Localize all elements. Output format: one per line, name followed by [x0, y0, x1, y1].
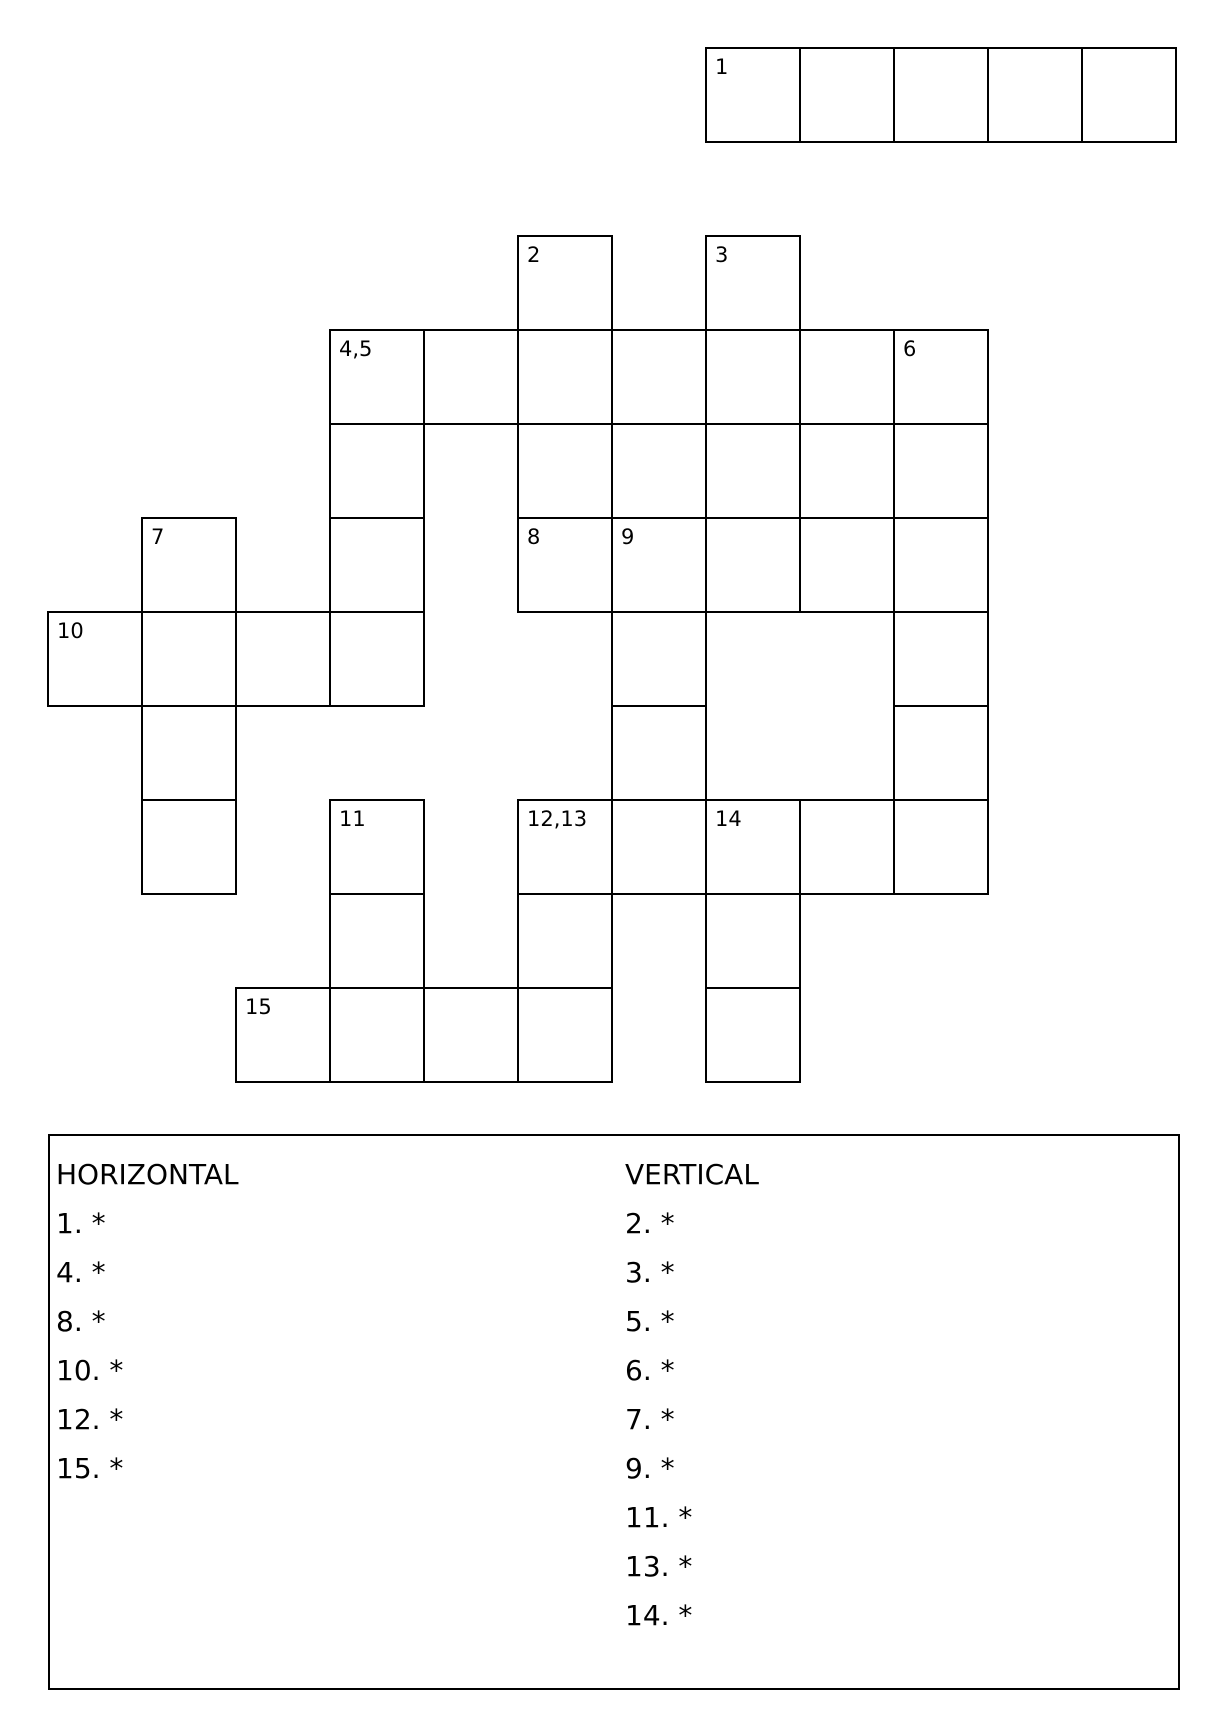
across-clues	[56, 1150, 239, 1493]
crossword-cell[interactable]	[329, 517, 425, 613]
cell-number: 10	[57, 619, 84, 643]
crossword-cell[interactable]	[705, 987, 801, 1083]
clue-across-12: 12. *	[56, 1403, 124, 1436]
crossword-cell[interactable]	[235, 611, 331, 707]
crossword-cell[interactable]	[329, 987, 425, 1083]
crossword-cell[interactable]	[141, 799, 237, 895]
crossword-cell[interactable]	[423, 987, 519, 1083]
cell-number: 15	[245, 995, 272, 1019]
clue-down-7: 7. *	[625, 1403, 675, 1436]
clue-across-1: 1. *	[56, 1207, 106, 1240]
crossword-cell[interactable]	[705, 329, 801, 425]
cell-number: 3	[715, 243, 729, 267]
clue-down-13: 13. *	[625, 1550, 693, 1583]
crossword-cell[interactable]	[799, 799, 895, 895]
cell-number: 9	[621, 525, 635, 549]
crossword-cell[interactable]	[329, 893, 425, 989]
cell-number: 11	[339, 807, 366, 831]
cell-number: 12,13	[527, 807, 588, 831]
crossword-cell[interactable]	[329, 799, 425, 895]
crossword-cell[interactable]	[47, 611, 143, 707]
crossword-cell[interactable]	[141, 517, 237, 613]
clue-down-2: 2. *	[625, 1207, 675, 1240]
crossword-cell[interactable]	[893, 47, 989, 143]
crossword-cell[interactable]	[423, 329, 519, 425]
cell-number: 1	[715, 55, 729, 79]
crossword-cell[interactable]	[705, 893, 801, 989]
clue-across-4: 4. *	[56, 1256, 106, 1289]
clue-across-15: 15. *	[56, 1452, 124, 1485]
clues-panel	[48, 1134, 1180, 1690]
clue-across-10: 10. *	[56, 1354, 124, 1387]
crossword-cell[interactable]	[799, 329, 895, 425]
crossword-cell[interactable]	[893, 611, 989, 707]
cell-number: 8	[527, 525, 541, 549]
clue-down-9: 9. *	[625, 1452, 675, 1485]
crossword-cell[interactable]	[893, 799, 989, 895]
crossword-cell[interactable]	[893, 329, 989, 425]
crossword-cell[interactable]	[329, 611, 425, 707]
crossword-cell[interactable]	[141, 611, 237, 707]
clue-down-11: 11. *	[625, 1501, 693, 1534]
crossword-cell[interactable]	[705, 799, 801, 895]
clue-down-5: 5. *	[625, 1305, 675, 1338]
crossword-cell[interactable]	[799, 47, 895, 143]
crossword-cell[interactable]	[611, 517, 707, 613]
crossword-cell[interactable]	[517, 517, 613, 613]
crossword-cell[interactable]	[517, 423, 613, 519]
crossword-cell[interactable]	[611, 705, 707, 801]
clue-down-3: 3. *	[625, 1256, 675, 1289]
crossword-cell[interactable]	[611, 799, 707, 895]
crossword-cell[interactable]	[705, 423, 801, 519]
clue-across-8: 8. *	[56, 1305, 106, 1338]
crossword-cell[interactable]	[799, 517, 895, 613]
crossword-cell[interactable]	[893, 517, 989, 613]
crossword-cell[interactable]	[611, 329, 707, 425]
crossword-cell[interactable]	[893, 705, 989, 801]
across-heading: HORIZONTAL	[56, 1158, 239, 1191]
down-clues	[625, 1150, 759, 1640]
cell-number: 2	[527, 243, 541, 267]
crossword-cell[interactable]	[517, 799, 613, 895]
crossword-cell[interactable]	[235, 987, 331, 1083]
crossword-cell[interactable]	[987, 47, 1083, 143]
crossword-cell[interactable]	[705, 235, 801, 331]
crossword-cell[interactable]	[517, 329, 613, 425]
crossword-cell[interactable]	[517, 893, 613, 989]
crossword-cell[interactable]	[705, 47, 801, 143]
cell-number: 14	[715, 807, 742, 831]
clue-down-6: 6. *	[625, 1354, 675, 1387]
crossword-cell[interactable]	[611, 611, 707, 707]
cell-number: 6	[903, 337, 917, 361]
clue-down-14: 14. *	[625, 1599, 693, 1632]
crossword-cell[interactable]	[893, 423, 989, 519]
crossword-cell[interactable]	[1081, 47, 1177, 143]
crossword-cell[interactable]	[517, 987, 613, 1083]
crossword-cell[interactable]	[329, 329, 425, 425]
crossword-cell[interactable]	[329, 423, 425, 519]
cell-number: 4,5	[339, 337, 373, 361]
crossword-cell[interactable]	[705, 517, 801, 613]
crossword-cell[interactable]	[141, 705, 237, 801]
cell-number: 7	[151, 525, 165, 549]
down-heading: VERTICAL	[625, 1158, 759, 1191]
crossword-cell[interactable]	[517, 235, 613, 331]
